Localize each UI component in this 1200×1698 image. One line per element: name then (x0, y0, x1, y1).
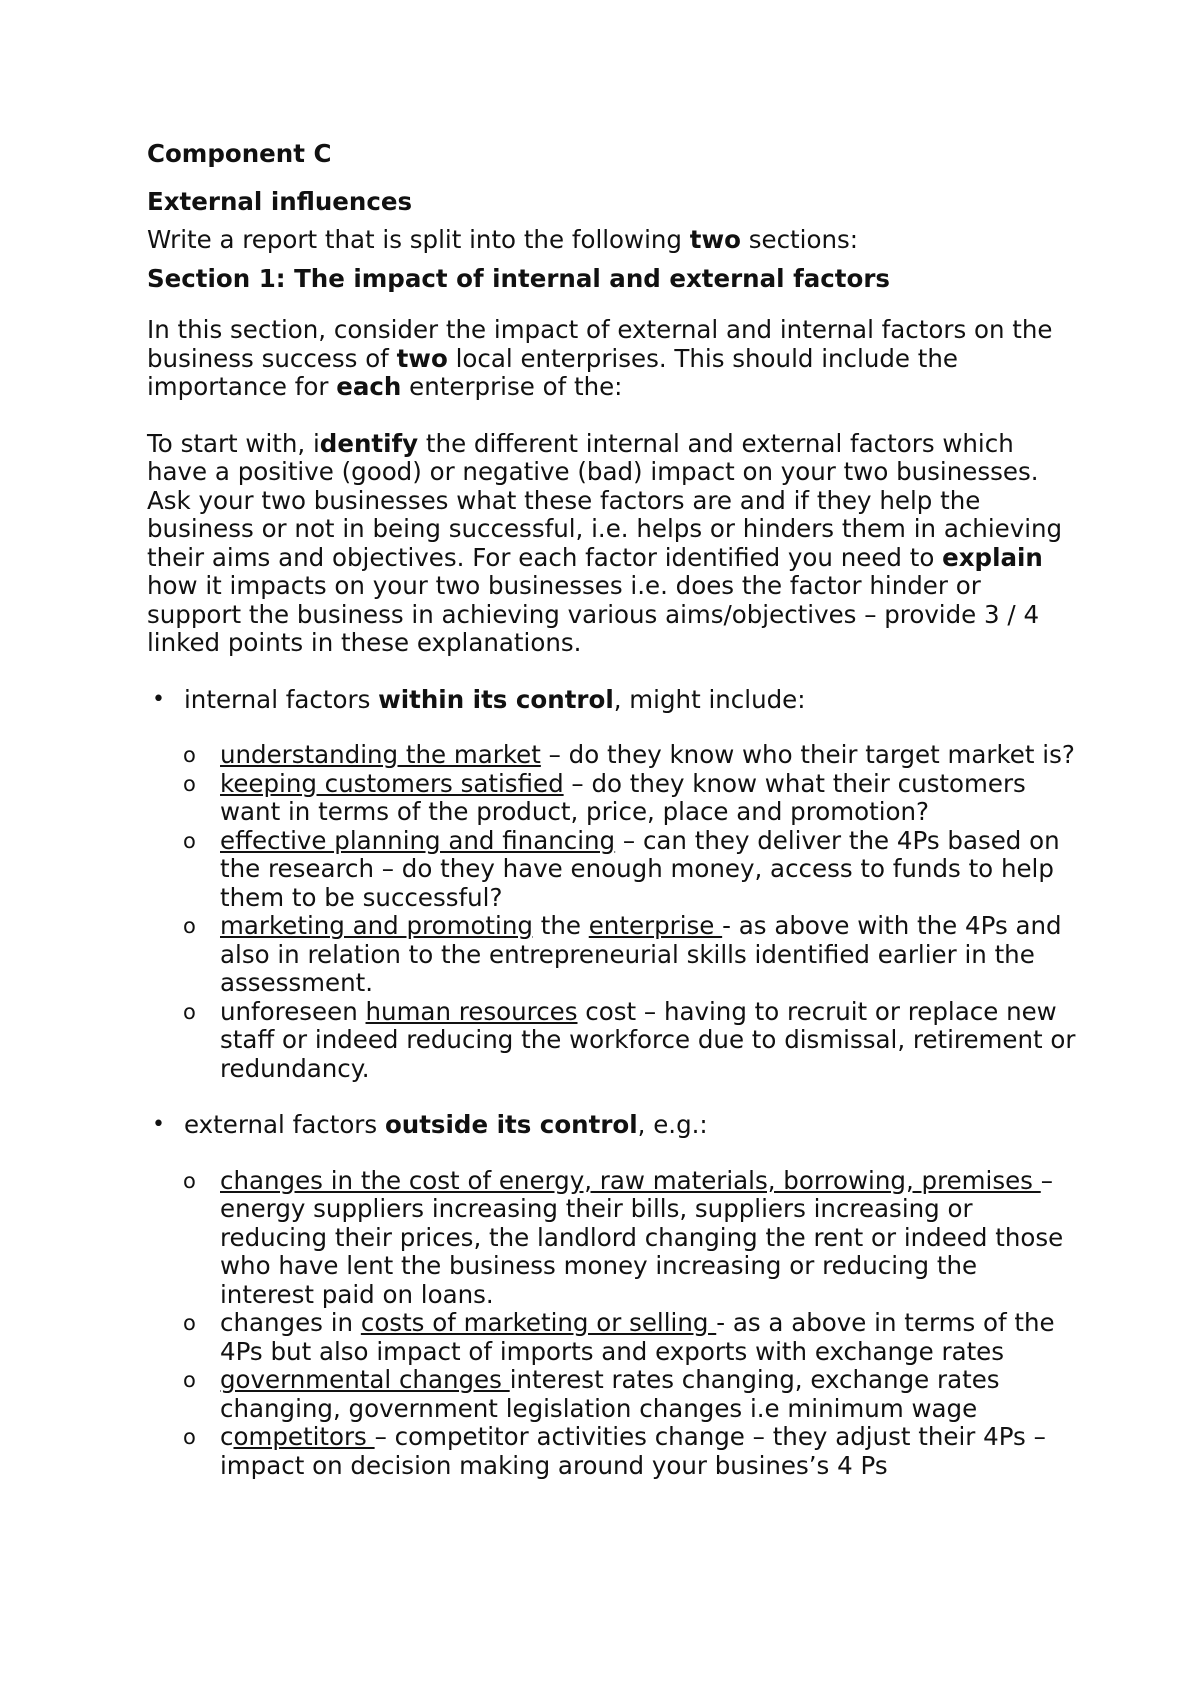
sub-bullet-icon: o (183, 1168, 196, 1193)
list-item: o understanding the market – do they know who their target market is? (183, 740, 1075, 769)
paragraph-1: In this section, consider the impact of external and internal factors on the business success of two local enterprises. This should include the importance for each enterprise of the: (147, 315, 1053, 401)
sub-bullet-icon: o (183, 828, 196, 853)
factor-list (147, 686, 1077, 1481)
sub-bullet-icon: o (183, 771, 196, 796)
list-item: o unforeseen human resources cost – having to recruit or replace new staff or indeed reducing the workforce due to dismissal, retirement or redundancy. (183, 996, 1076, 1083)
list-item: o competitors – competitor activities change – they adjust their 4Ps – impact on decision making around your busines’s 4 Ps (183, 1422, 1046, 1480)
list-item: o changes in the cost of energy, raw materials, borrowing, premises – energy suppliers increasing their bills, suppliers increasing or reducing their prices, the landlord changing the rent or indeed those who have lent the business money increasing or reducing the interest paid on loans. (183, 1165, 1064, 1309)
bullet-icon: • (152, 1112, 165, 1137)
bullet-icon: • (152, 686, 165, 712)
section-1-title: Section 1: The impact of internal and external factors (147, 263, 891, 293)
list-item: o effective planning and financing – can they deliver the 4Ps based on the research – do they have enough money, access to funds to help them to be successful? (183, 825, 1060, 912)
sub-bullet-icon: o (183, 1425, 196, 1449)
external-factors-lead: external factors outside its control, e.g.: (184, 1110, 708, 1139)
section-heading: External influences (147, 186, 413, 216)
sub-bullet-icon: o (183, 914, 196, 938)
list-item: o keeping customers satisfied – do they know what their customers want in terms of the product, price, place and promotion? (183, 768, 1026, 826)
list-item: o marketing and promoting the enterprise - as above with the 4Ps and also in relation to the entrepreneurial skills identified earlier in the assessment. (183, 911, 1062, 997)
paragraph-2: To start with, identify the different internal and external factors which have a positive (good) or negative (bad) impact on your two businesses. Ask your two businesses what these factors are and if they help the business or not in being successful, i.e. helps or hinders them in achieving their aims and objectives. For each factor identified you need to explain how it impacts on your two businesses i.e. does the factor hinder or support the business in achieving various aims/objectives – provide 3 / 4 linked points in these explanations. (147, 428, 1063, 657)
list-item: o governmental changes interest rates changing, exchange rates changing, government legislation changes i.e minimum wage (183, 1365, 1000, 1423)
internal-factors-list (184, 741, 1077, 1083)
page-title: Component C (147, 139, 332, 168)
list-item: o changes in costs of marketing or selling - as a above in terms of the 4Ps but also impact of imports and exports with exchange rates (183, 1308, 1055, 1366)
list-item-external (147, 1111, 1077, 1480)
sub-bullet-icon: o (183, 1311, 196, 1335)
intro-text: Write a report that is split into the following two sections: (147, 225, 858, 254)
list-item-internal (147, 686, 1077, 1084)
internal-factors-lead: internal factors within its control, might include: (184, 684, 806, 714)
sub-bullet-icon: o (183, 999, 196, 1024)
external-factors-list (184, 1167, 1077, 1481)
document-page (147, 140, 1077, 1480)
sub-bullet-icon: o (183, 743, 196, 767)
sub-bullet-icon: o (183, 1368, 196, 1392)
